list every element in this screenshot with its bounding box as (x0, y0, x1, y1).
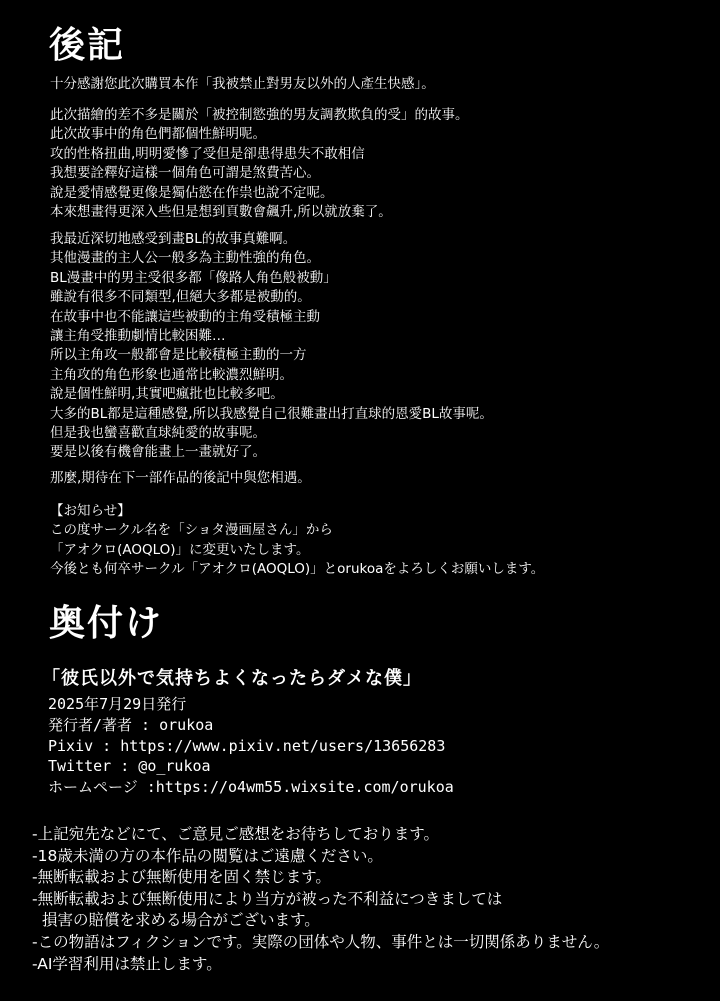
notice-section (50, 502, 544, 580)
paragraph-2-line: 讓主角受推動劇情比較困難… (50, 327, 226, 344)
publication-date: 2025年7月29日発行 (48, 695, 187, 713)
paragraph-2-line: 主角攻的角色形象也通常比較濃烈鮮明。 (50, 366, 293, 383)
paragraph-2-line: 其他漫畫的主人公一般多為主動性強的角色。 (50, 250, 320, 267)
paragraph-2-line: 在故事中也不能讓這些被動的主角受積極主動 (50, 308, 320, 325)
notice-line: この度サークル名を「ショタ漫画屋さん」から (50, 522, 333, 539)
paragraph-2-line: 要是以後有機會能畫上一畫就好了。 (50, 444, 266, 461)
paragraph-2-line: 大多的BL都是這種感覺,所以我感覺自己很難畫出打直球的恩愛BL故事呢。 (50, 405, 493, 422)
note-line: 損害の賠償を求める場合がございます。 (42, 911, 320, 930)
paragraph-2-line: 說是個性鮮明,其實吧瘋批也比較多吧。 (50, 386, 284, 403)
paragraph-2-line: 我最近深切地感受到畫BL的故事真難啊。 (50, 231, 297, 247)
colophon-details (42, 667, 454, 798)
closing-paragraph (50, 469, 311, 488)
afterword-paragraph-2 (50, 230, 493, 463)
publisher-line: 発行者/著者 : orukoa (48, 715, 214, 734)
paragraph-1-line: 我想要詮釋好這樣一個角色可謂是煞費苦心。 (50, 165, 320, 182)
pixiv-link[interactable]: Pixiv : https://www.pixiv.net/users/13656283 (48, 736, 446, 755)
notice-line: 今後とも何卒サークル「アオクロ(AOQLO)」とorukoaをよろしくお願いします。 (50, 561, 545, 578)
paragraph-2-line: BL漫畫中的男主受很多都「像路人角色般被動」 (50, 269, 337, 286)
paragraph-2-line: 所以主角攻一般都會是比較積極主動的一方 (50, 347, 307, 364)
note-line: -無断転載および無断使用により当方が被った不利益につきましては (32, 889, 503, 908)
paragraph-2-line: 雖說有很多不同類型,但絕大多都是被動的。 (50, 289, 311, 306)
notice-line: 「アオクロ(AOQLO)」に変更いたします。 (50, 541, 310, 558)
note-line: -無断転載および無断使用を固く禁じます。 (32, 868, 331, 887)
homepage-link[interactable]: ホームページ :https://o4wm55.wixsite.com/orukoa (48, 778, 454, 797)
afterword-paragraph-1 (50, 106, 469, 222)
paragraph-1-line: 此次描繪的差不多是關於「被控制慾強的男友調教欺負的受」的故事。 (50, 107, 469, 123)
legal-notes (32, 824, 609, 975)
book-title: 「彼氏以外で気持ちよくなったらダメな僕」 (42, 668, 422, 689)
note-line: -AI学習利用は禁止します。 (32, 954, 222, 973)
paragraph-1-line: 說是愛情感覺更像是獨佔慾在作祟也說不定呢。 (50, 184, 334, 201)
closing-line: 那麼,期待在下一部作品的後記中與您相遇。 (50, 470, 311, 486)
note-line: -18歳未満の方の本作品の閲覧はご遠慮ください。 (32, 846, 383, 865)
colophon-heading: 奥付け (49, 603, 164, 644)
thanks-paragraph (50, 75, 435, 94)
paragraph-2-line: 但是我也蠻喜歡直球純愛的故事呢。 (50, 424, 266, 441)
thanks-line: 十分感謝您此次購買本作「我被禁止對男友以外的人產生快感」。 (50, 76, 435, 92)
paragraph-1-line: 攻的性格扭曲,明明愛慘了受但是卻患得患失不敢相信 (50, 145, 365, 162)
paragraph-1-line: 本來想畫得更深入些但是想到頁數會飆升,所以就放棄了。 (50, 203, 392, 220)
twitter-handle[interactable]: Twitter : @o_rukoa (48, 757, 211, 776)
note-line: -上記宛先などにて、ご意見ご感想をお待ちしております。 (32, 825, 440, 843)
paragraph-1-line: 此次故事中的角色們都個性鮮明呢。 (50, 126, 266, 143)
note-line: -この物語はフィクションです。実際の団体や人物、事件とは一切関係ありません。 (32, 932, 610, 951)
notice-title: 【お知らせ】 (50, 503, 131, 519)
afterword-heading: 後記 (49, 25, 126, 66)
